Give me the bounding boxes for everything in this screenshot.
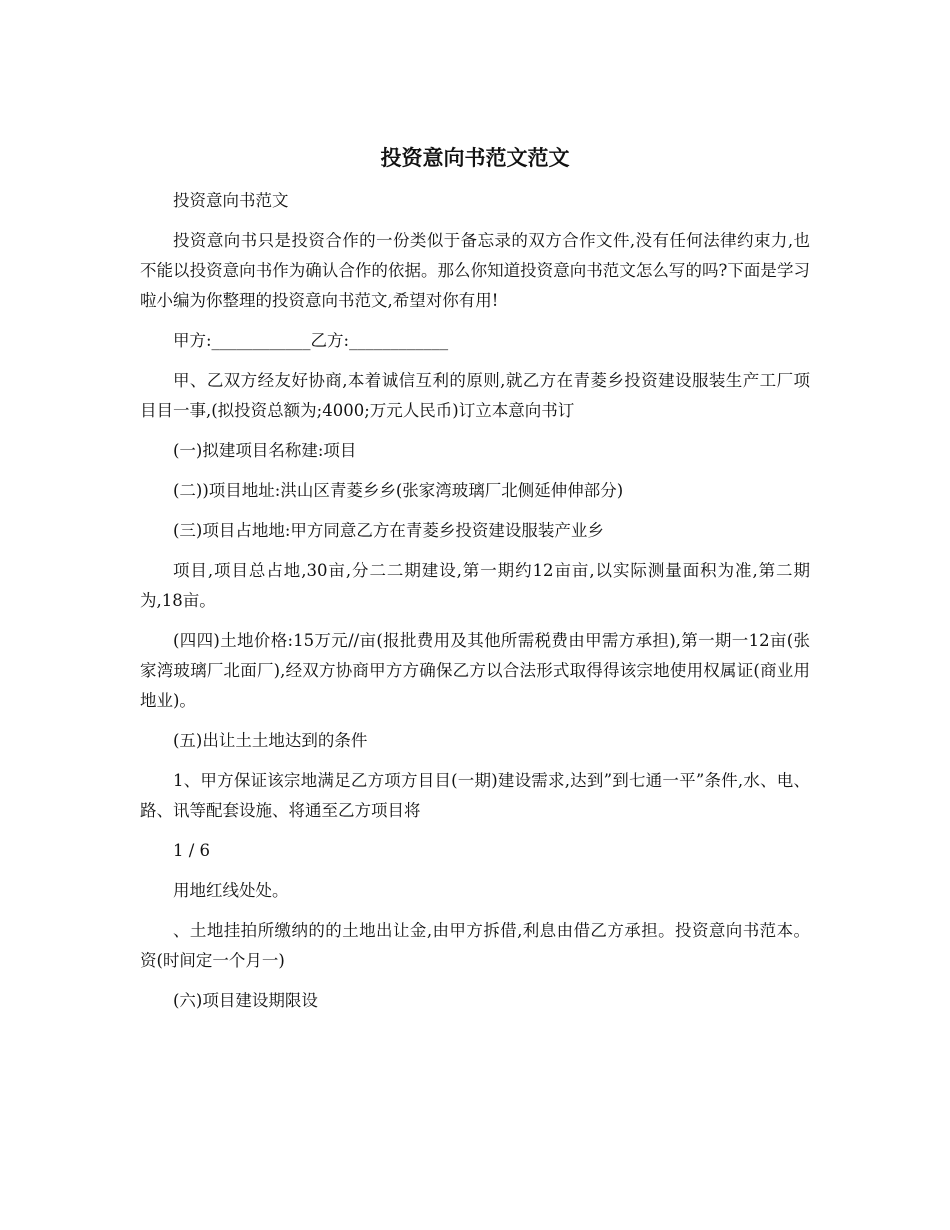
- paragraph-project-area: 项目,项目总占地,30亩,分二二期建设,第一期约12亩亩,以实际测量面积为准,第二期为,18亩。: [140, 561, 810, 610]
- paragraph-subtitle: 投资意向书范文: [173, 191, 289, 210]
- document-body: [140, 186, 810, 1026]
- paragraph-project-land: (三)项目占地地:甲方同意乙方在青菱乡投资建设服装产业乡: [173, 521, 604, 540]
- paragraph-construction-period: (六)项目建设期限设: [173, 991, 318, 1010]
- paragraph-land-fee: 、土地挂拍所缴纳的的土地出让金,由甲方拆借,利息由借乙方承担。投资意向书范本。资(时间定一个月一): [140, 921, 810, 970]
- paragraph-condition-1: 1、甲方保证该宗地满足乙方项方目目(一期)建设需求,达到”到七通一平”条件,水、电、路、讯等配套设施、将通至乙方项目将: [140, 771, 810, 820]
- paragraph-red-line: 用地红线处处。: [173, 881, 289, 900]
- paragraph-land-price: (四四)土地价格:15万元//亩(报批费用及其他所需税费由甲需方承担),第一期一12亩(张家湾玻璃厂北面厂),经双方协商甲方方确保乙方以合法形式取得得该宗地使用权属证(商业用地业)。: [140, 631, 810, 710]
- paragraph-transfer-conditions: (五)出让土土地达到的条件: [173, 731, 368, 750]
- page-number: 1 / 6: [173, 841, 211, 860]
- paragraph-agreement: 甲、乙双方经友好协商,本着诚信互利的原则,就乙方在青菱乡投资建设服装生产工厂项目目一事,(拟投资总额为;4000;万元人民币)订立本意向书订: [140, 371, 810, 420]
- paragraph-project-name: (一)拟建项目名称建:项目: [173, 441, 357, 460]
- document-title: 投资意向书范文范文: [380, 145, 570, 170]
- paragraph-intro: 投资意向书只是投资合作的一份类似于备忘录的双方合作文件,没有任何法律约束力,也不能以投资意向书作为确认合作的依据。那么你知道投资意向书范文怎么写的吗?下面是学习啦小编为你整理的投资意向书范文,希望对你有用!: [140, 231, 810, 310]
- paragraph-parties: 甲方:____________乙方:____________: [173, 331, 449, 350]
- paragraph-project-address: (二))项目地址:洪山区青菱乡乡(张家湾玻璃厂北侧延伸伸部分): [173, 481, 624, 500]
